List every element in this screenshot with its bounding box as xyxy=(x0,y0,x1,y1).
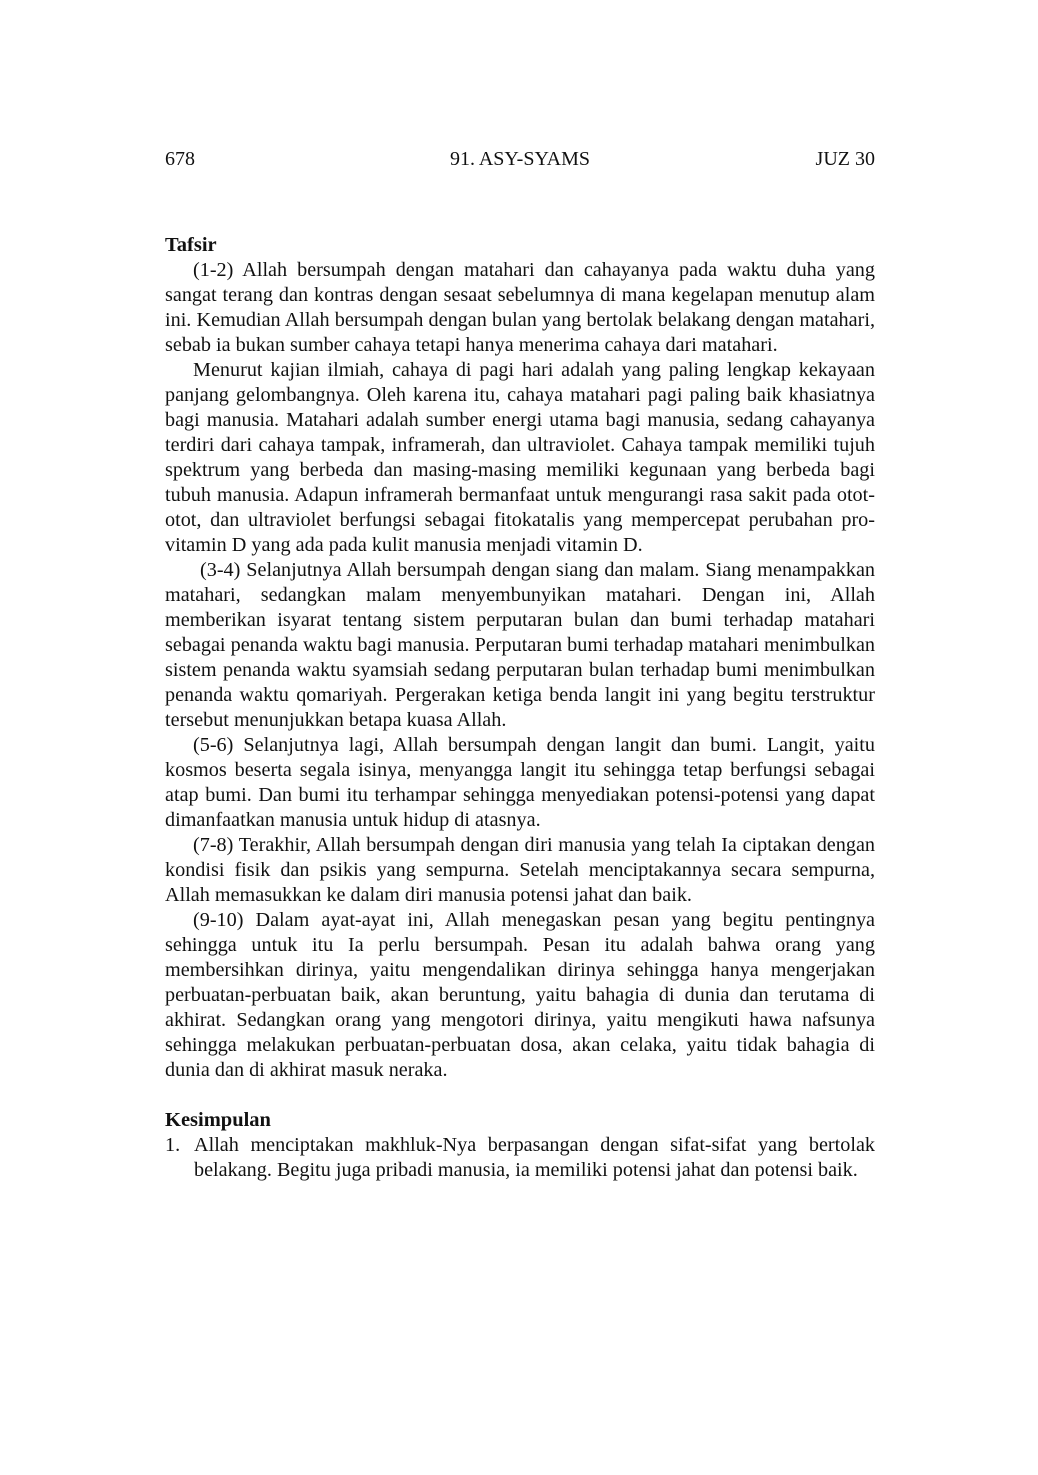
page-content xyxy=(165,233,875,1183)
tafsir-paragraph-7-8: (7-8) Terakhir, Allah bersumpah dengan diri manusia yang telah Ia ciptakan dengan kondisi fisik dan psikis yang sempurna. Setelah menciptakannya secara sempurna, Allah memasukkan ke dalam diri manusia potensi jahat dan baik. xyxy=(165,834,875,906)
tafsir-paragraph-kajian-ilmiah: Menurut kajian ilmiah, cahaya di pagi hari adalah yang paling lengkap kekayaan panjang gelombangnya. Oleh karena itu, cahaya matahari pagi paling baik khasiatnya bagi manusia. Matahari adalah sumber energi utama bagi manusia, sedang cahayanya terdiri dari cahaya tampak, inframerah, dan ultraviolet. Cahaya tampak memiliki tujuh spektrum yang berbeda dan masing-masing memiliki kegunaan yang berbeda bagi tubuh manusia. Adapun inframerah bermanfaat untuk mengurangi rasa sakit pada otot-otot, dan ultraviolet berfungsi sebagai fitokatalis yang mempercepat perubahan pro-vitamin D yang ada pada kulit manusia menjadi vitamin D. xyxy=(165,359,875,556)
tafsir-paragraph-5-6: (5-6) Selanjutnya lagi, Allah bersumpah dengan langit dan bumi. Langit, yaitu kosmos beserta segala isinya, menyangga langit itu sehingga tetap berfungsi sebagai atap bumi. Dan bumi itu terhampar sehingga menyediakan potensi-potensi yang dapat dimanfaatkan manusia untuk hidup di atasnya. xyxy=(165,734,875,831)
tafsir-section xyxy=(165,233,875,1083)
kesimpulan-heading: Kesimpulan xyxy=(165,1109,271,1131)
tafsir-heading: Tafsir xyxy=(165,234,217,256)
list-item xyxy=(165,1133,875,1183)
page-header xyxy=(165,144,875,174)
chapter-title: 91. ASY-SYAMS xyxy=(449,148,591,170)
kesimpulan-list xyxy=(165,1133,875,1183)
tafsir-paragraph-3-4: (3-4) Selanjutnya Allah bersumpah dengan siang dan malam. Siang menampakkan matahari, sedangkan malam menyembunyikan matahari. Dengan ini, Allah memberikan isyarat tentang sistem perputaran bulan dan bumi terhadap matahari sebagai penanda waktu bagi manusia. Perputaran bumi terhadap matahari menimbulkan sistem penanda waktu syamsiah sedang perputaran bulan terhadap bumi menimbulkan penanda waktu qomariyah. Pergerakan ketiga benda langit ini yang begitu terstruktur tersebut menunjukkan betapa kuasa Allah. xyxy=(165,559,875,731)
list-item-text: Allah menciptakan makhluk-Nya berpasangan dengan sifat-sifat yang bertolak belakang. Begitu juga pribadi manusia, ia memiliki potensi jahat dan potensi baik. xyxy=(194,1134,875,1181)
kesimpulan-section xyxy=(165,1108,875,1183)
juz-label: JUZ 30 xyxy=(815,148,875,170)
page-number: 678 xyxy=(165,148,195,170)
tafsir-paragraph-9-10: (9-10) Dalam ayat-ayat ini, Allah menegaskan pesan yang begitu pentingnya sehingga untuk itu Ia perlu bersumpah. Pesan itu adalah bahwa orang yang membersihkan dirinya, yaitu mengendalikan dirinya sehingga hanya mengerjakan perbuatan-perbuatan baik, akan beruntung, yaitu bahagia di dunia dan terutama di akhirat. Sedangkan orang yang mengotori dirinya, yaitu mengikuti hawa nafsunya sehingga melakukan perbuatan-perbuatan dosa, akan celaka, yaitu tidak bahagia di dunia dan di akhirat masuk neraka. xyxy=(165,909,875,1081)
list-item-number: 1. xyxy=(165,1134,181,1156)
tafsir-paragraph-1-2: (1-2) Allah bersumpah dengan matahari dan cahayanya pada waktu duha yang sangat terang dan kontras dengan sesaat sebelumnya di mana kegelapan menutup alam ini. Kemudian Allah bersumpah dengan bulan yang bertolak belakang dengan matahari, sebab ia bukan sumber cahaya tetapi hanya menerima cahaya dari matahari. xyxy=(165,259,875,356)
